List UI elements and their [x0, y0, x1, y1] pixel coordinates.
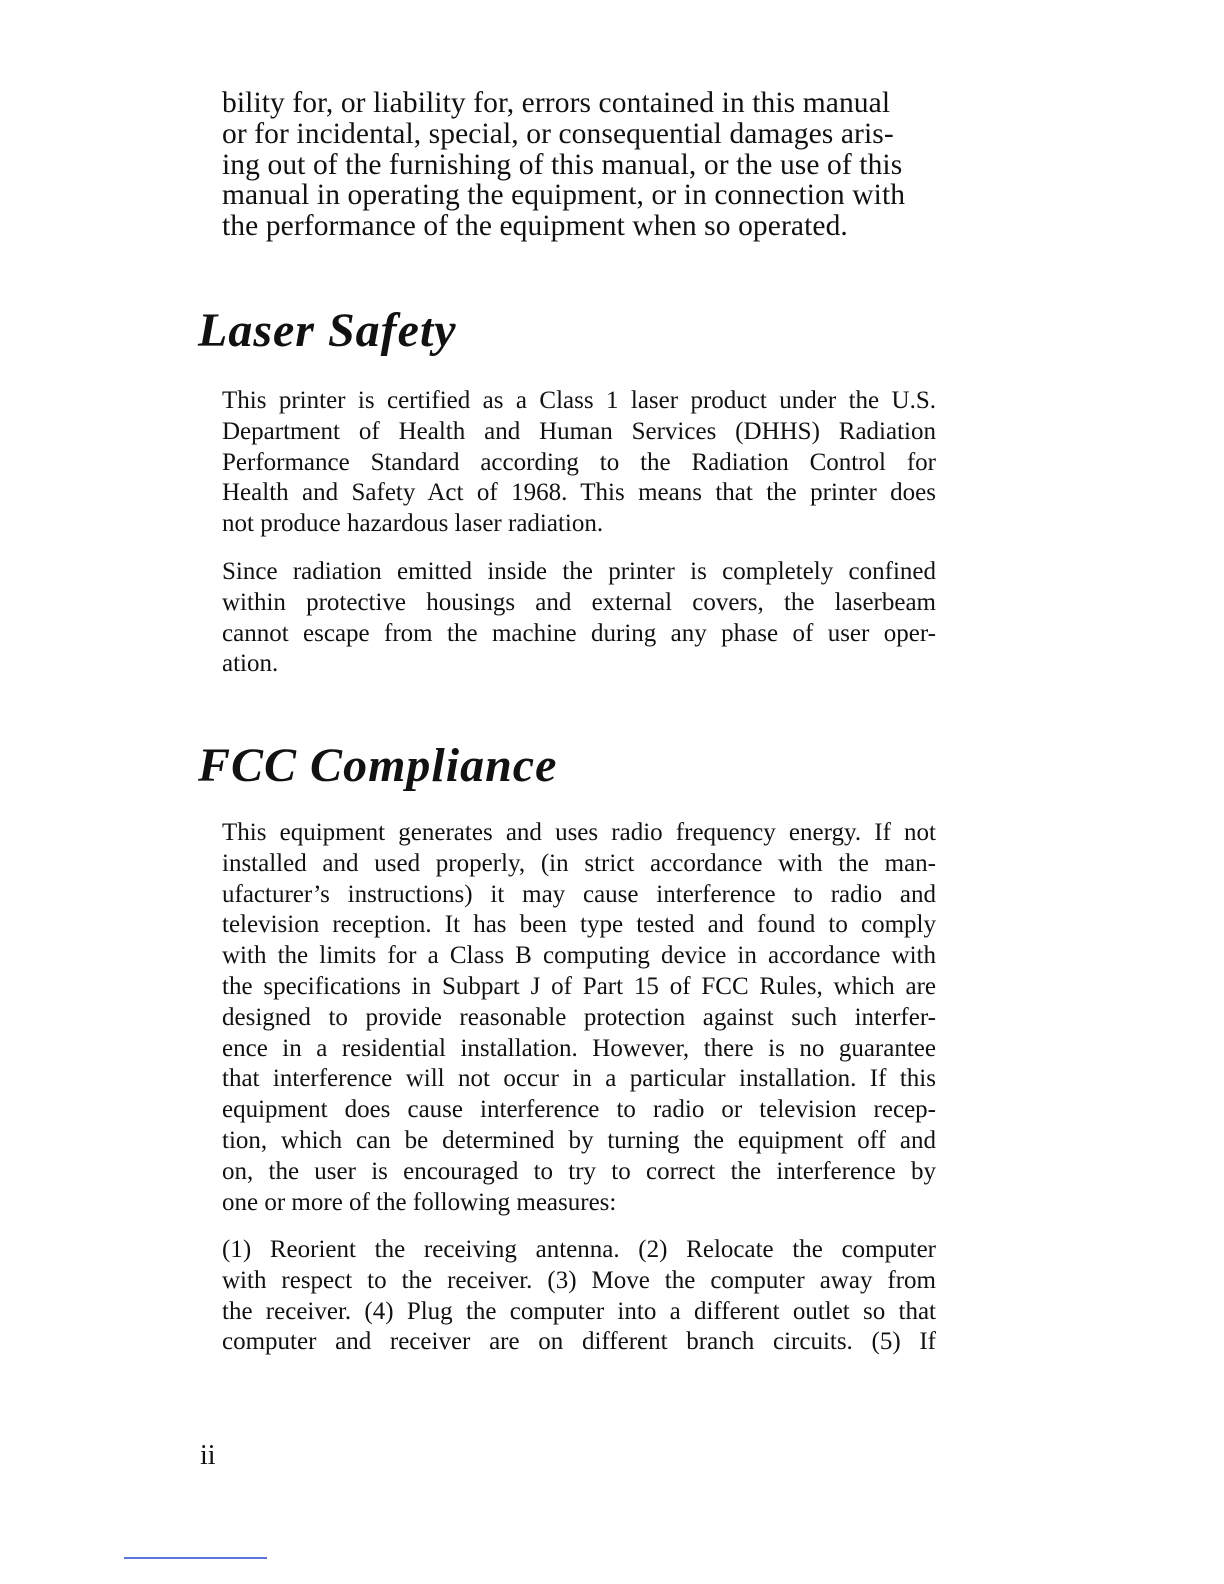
- paragraph-line: not produce hazardous laser radiation.: [222, 510, 604, 538]
- paragraph-line: installed and used properly, (in strict accordance with the man-: [222, 849, 936, 877]
- paragraph-line: Performance Standard according to the Radiation Control for: [222, 448, 936, 476]
- intro-line: or for incidental, special, or consequential damages aris-: [222, 117, 894, 150]
- paragraph-line: on, the user is encouraged to try to correct the interference by: [222, 1157, 936, 1185]
- paragraph-line: one or more of the following measures:: [222, 1188, 617, 1216]
- paragraph-line: cannot escape from the machine during any phase of user oper-: [222, 619, 936, 647]
- laser-safety-heading: Laser Safety: [198, 304, 457, 357]
- intro-line: the performance of the equipment when so operated.: [222, 210, 848, 243]
- fcc-compliance-heading: FCC Compliance: [198, 739, 558, 792]
- paragraph-line: the specifications in Subpart J of Part 15 of FCC Rules, which are: [222, 972, 936, 1000]
- paragraph-line: with respect to the receiver. (3) Move the computer away from: [222, 1266, 936, 1294]
- paragraph-line: Department of Health and Human Services (DHHS) Radiation: [222, 417, 936, 445]
- paragraph-line: Health and Safety Act of 1968. This means that the printer does: [222, 479, 936, 507]
- fcc-compliance-paragraph-2: [222, 1235, 936, 1358]
- paragraph-line: (1) Reorient the receiving antenna. (2) Relocate the computer: [222, 1236, 936, 1263]
- paragraph-line: ation.: [222, 650, 279, 678]
- paragraph-line: equipment does cause interference to radio or television recep-: [222, 1096, 936, 1124]
- paragraph-line: within protective housings and external covers, the laserbeam: [222, 588, 936, 616]
- paragraph-line: computer and receiver are on different branch circuits. (5) If: [222, 1328, 936, 1356]
- intro-line: ing out of the furnishing of this manual, or the use of this: [222, 148, 903, 181]
- paragraph-line: with the limits for a Class B computing device in accordance with: [222, 942, 936, 970]
- paragraph-line: designed to provide reasonable protection against such interfer-: [222, 1003, 936, 1031]
- laser-safety-paragraph-2: [222, 557, 936, 680]
- paragraph-line: that interference will not occur in a particular installation. If this: [222, 1065, 936, 1093]
- paragraph-line: Since radiation emitted inside the printer is completely confined: [222, 558, 936, 585]
- fcc-compliance-paragraph-1: [222, 818, 936, 1218]
- intro-line: bility for, or liability for, errors contained in this manual: [222, 87, 891, 119]
- paragraph-line: the receiver. (4) Plug the computer into a different outlet so that: [222, 1297, 936, 1325]
- paragraph-line: tion, which can be determined by turning the equipment off and: [222, 1126, 936, 1154]
- paragraph-line: ence in a residential installation. However, there is no guarantee: [222, 1034, 936, 1062]
- paragraph-line: This printer is certified as a Class 1 laser product under the U.S.: [222, 387, 936, 414]
- paragraph-line: television reception. It has been type tested and found to comply: [222, 911, 936, 939]
- intro-paragraph: [222, 88, 936, 242]
- footer-rule: [124, 1557, 267, 1559]
- laser-safety-paragraph-1: [222, 386, 936, 540]
- page-number: ii: [200, 1440, 216, 1471]
- paragraph-line: ufacturer’s instructions) it may cause interference to radio and: [222, 880, 936, 908]
- paragraph-line: This equipment generates and uses radio frequency energy. If not: [222, 819, 936, 846]
- intro-line: manual in operating the equipment, or in connection with: [222, 179, 906, 212]
